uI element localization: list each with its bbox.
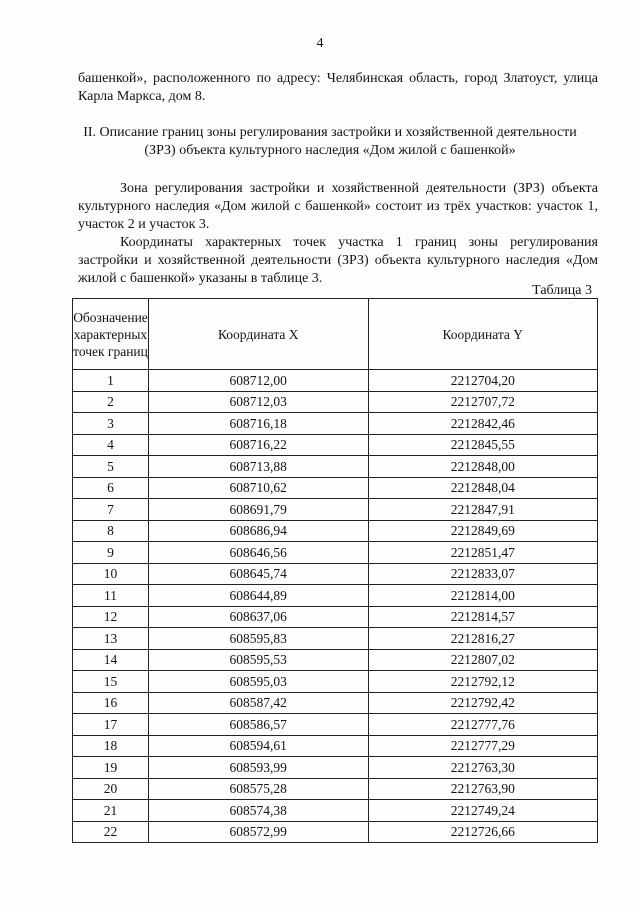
cell-coordinate-x: 608594,61	[148, 735, 368, 757]
cell-coordinate-y: 2212777,29	[368, 735, 598, 757]
cell-coordinate-y: 2212763,90	[368, 778, 598, 800]
cell-coordinate-x: 608637,06	[148, 606, 368, 628]
cell-coordinate-x: 608712,03	[148, 391, 368, 413]
cell-coordinate-x: 608575,28	[148, 778, 368, 800]
table-row	[73, 671, 598, 693]
table-body	[73, 370, 598, 843]
table-row	[73, 778, 598, 800]
table-row	[73, 499, 598, 521]
cell-coordinate-y: 2212833,07	[368, 563, 598, 585]
cell-coordinate-y: 2212842,46	[368, 413, 598, 435]
table-row	[73, 649, 598, 671]
cell-coordinate-x: 608593,99	[148, 757, 368, 779]
cell-coordinate-x: 608716,22	[148, 434, 368, 456]
cell-coordinate-x: 608644,89	[148, 585, 368, 607]
cell-coordinate-y: 2212749,24	[368, 800, 598, 822]
cell-coordinate-x: 608691,79	[148, 499, 368, 521]
table-row	[73, 563, 598, 585]
table-row	[73, 542, 598, 564]
cell-point-number: 1	[73, 370, 149, 392]
cell-coordinate-y: 2212848,04	[368, 477, 598, 499]
cell-point-number: 15	[73, 671, 149, 693]
cell-coordinate-x: 608645,74	[148, 563, 368, 585]
cell-coordinate-y: 2212707,72	[368, 391, 598, 413]
cell-coordinate-x: 608595,83	[148, 628, 368, 650]
cell-coordinate-y: 2212763,30	[368, 757, 598, 779]
cell-point-number: 12	[73, 606, 149, 628]
cell-point-number: 5	[73, 456, 149, 478]
table-row	[73, 628, 598, 650]
table-row	[73, 434, 598, 456]
cell-point-number: 18	[73, 735, 149, 757]
cell-point-number: 17	[73, 714, 149, 736]
cell-point-number: 3	[73, 413, 149, 435]
paragraph-coordinates-intro: Координаты характерных точек участка 1 границ зоны регулирования застройки и хозяйственной деятельности (ЗРЗ) объекта культурного наследия «Дом жилой с башенкой» указаны в таблице 3.	[78, 235, 598, 286]
cell-coordinate-y: 2212814,57	[368, 606, 598, 628]
cell-point-number: 6	[73, 477, 149, 499]
table-row	[73, 757, 598, 779]
cell-point-number: 16	[73, 692, 149, 714]
cell-point-number: 19	[73, 757, 149, 779]
cell-coordinate-y: 2212792,12	[368, 671, 598, 693]
cell-coordinate-x: 608587,42	[148, 692, 368, 714]
cell-coordinate-y: 2212792,42	[368, 692, 598, 714]
cell-point-number: 20	[73, 778, 149, 800]
table-header-row	[73, 299, 598, 370]
table-row	[73, 714, 598, 736]
cell-coordinate-y: 2212807,02	[368, 649, 598, 671]
page-number: 4	[316, 36, 324, 51]
table-caption: Таблица 3	[532, 283, 592, 298]
cell-point-number: 10	[73, 563, 149, 585]
cell-point-number: 11	[73, 585, 149, 607]
coordinates-table	[72, 298, 598, 843]
table-row	[73, 800, 598, 822]
cell-coordinate-x: 608574,38	[148, 800, 368, 822]
header-point-designation: Обозначение характерных точек границ	[73, 299, 149, 370]
cell-coordinate-x: 608586,57	[148, 714, 368, 736]
table-row	[73, 391, 598, 413]
cell-coordinate-y: 2212849,69	[368, 520, 598, 542]
cell-coordinate-y: 2212816,27	[368, 628, 598, 650]
table-row	[73, 606, 598, 628]
header-coordinate-x: Координата X	[148, 299, 368, 370]
cell-point-number: 21	[73, 800, 149, 822]
cell-coordinate-y: 2212777,76	[368, 714, 598, 736]
intro-paragraph: башенкой», расположенного по адресу: Челябинская область, город Златоуст, улица Карла Маркса, дом 8.	[78, 71, 598, 104]
cell-point-number: 2	[73, 391, 149, 413]
table-row	[73, 821, 598, 843]
cell-point-number: 22	[73, 821, 149, 843]
paragraph-zone-description: Зона регулирования застройки и хозяйственной деятельности (ЗРЗ) объекта культурного наследия «Дом жилой с башенкой» состоит из трёх участков: участок 1, участок 2 и участок 3.	[78, 181, 598, 232]
cell-coordinate-y: 2212704,20	[368, 370, 598, 392]
cell-point-number: 8	[73, 520, 149, 542]
cell-point-number: 4	[73, 434, 149, 456]
cell-coordinate-x: 608712,00	[148, 370, 368, 392]
cell-coordinate-x: 608716,18	[148, 413, 368, 435]
table-row	[73, 477, 598, 499]
cell-point-number: 14	[73, 649, 149, 671]
cell-coordinate-y: 2212847,91	[368, 499, 598, 521]
cell-point-number: 13	[73, 628, 149, 650]
table-row	[73, 585, 598, 607]
cell-coordinate-y: 2212848,00	[368, 456, 598, 478]
table-row	[73, 456, 598, 478]
cell-coordinate-x: 608710,62	[148, 477, 368, 499]
table-row	[73, 735, 598, 757]
cell-point-number: 9	[73, 542, 149, 564]
cell-coordinate-x: 608572,99	[148, 821, 368, 843]
cell-coordinate-y: 2212814,00	[368, 585, 598, 607]
cell-coordinate-x: 608595,03	[148, 671, 368, 693]
header-coordinate-y: Координата Y	[368, 299, 598, 370]
cell-coordinate-x: 608686,94	[148, 520, 368, 542]
section-heading: II. Описание границ зоны регулирования застройки и хозяйственной деятельности (ЗРЗ) объекта культурного наследия «Дом жилой с башенкой»	[83, 125, 577, 158]
table-row	[73, 370, 598, 392]
cell-coordinate-x: 608713,88	[148, 456, 368, 478]
cell-coordinate-y: 2212851,47	[368, 542, 598, 564]
cell-coordinate-x: 608595,53	[148, 649, 368, 671]
cell-point-number: 7	[73, 499, 149, 521]
cell-coordinate-y: 2212726,66	[368, 821, 598, 843]
cell-coordinate-y: 2212845,55	[368, 434, 598, 456]
table-row	[73, 692, 598, 714]
table-row	[73, 520, 598, 542]
table-row	[73, 413, 598, 435]
cell-coordinate-x: 608646,56	[148, 542, 368, 564]
